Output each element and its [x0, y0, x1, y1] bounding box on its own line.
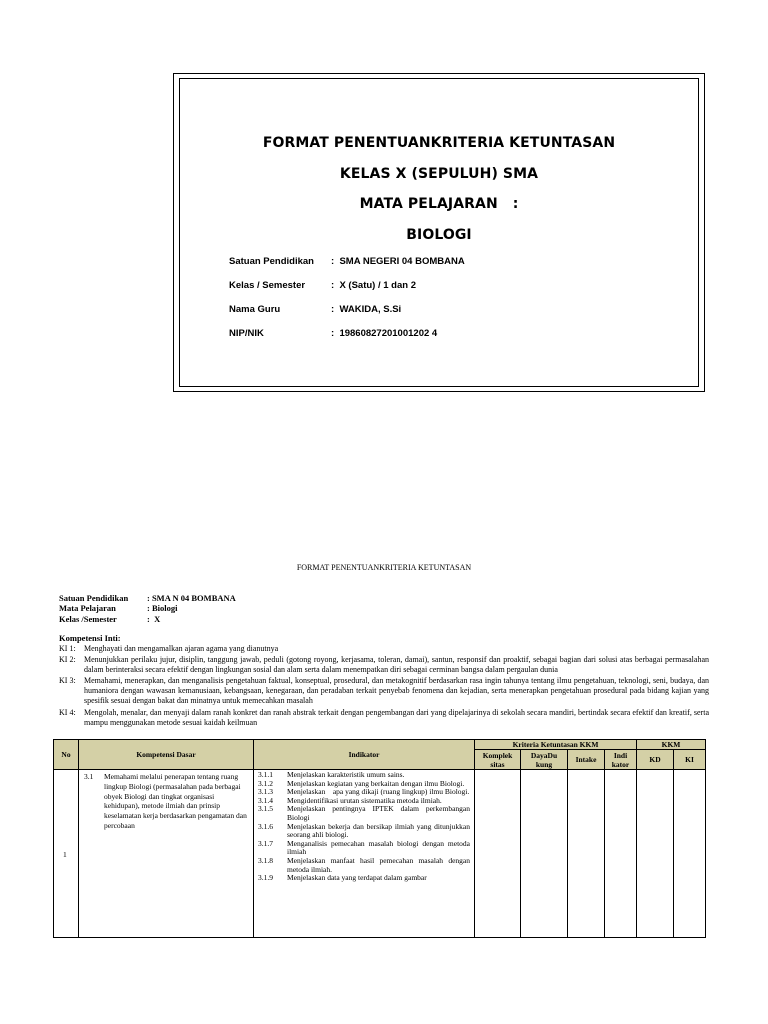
header-ki: KI [673, 749, 706, 770]
cover-label: NIP/NIK [229, 328, 264, 339]
ki-text: Memahami, menerapkan, dan menganalisis pengetahuan faktual, konseptual, prosedural, dan metakognitif berdasarkan rasa ingin tahunya tentang ilmu pengetahuan, teknologi, seni, budaya, dan humaniora dengan wawasan kemanusiaan, kebangsaan, kenegaraan, dan peradaban terkait penyebab fenomena dan kejadian, serta menerapkan pengetahuan prosedural pada bidang kajian yang spesifik sesuai dengan bakat dan minatnya untuk memecahkan masalah [84, 676, 709, 705]
indicator-number: 3.1.6 [258, 821, 273, 831]
cover-label: Satuan Pendidikan [229, 256, 314, 267]
table-cell-indikator-kkm [604, 769, 637, 938]
indicator-item [258, 857, 470, 874]
cover-label: Kelas / Semester [229, 280, 306, 291]
table-cell-ki-kkm [673, 769, 706, 938]
table-cell-indikator [253, 769, 475, 938]
table-cell-intake [567, 769, 605, 938]
kd-text: Memahami melalui penerapan tentang ruang lingkup Biologi (permasalahan pada berbagai obyek Biologi dan tingkat organisasi kehidupan), metode ilmiah dan prinsip keselamatan kerja berdasarkan pengamatan dan percobaan [104, 772, 247, 830]
cover-title-line1: FORMAT PENENTUANKRITERIA KETUNTASAN [262, 135, 616, 151]
indicator-number: 3.1.3 [258, 787, 273, 797]
cover-title-line3: MATA PELAJARAN : [359, 196, 519, 212]
header-indikator-short: Indi kator [604, 749, 637, 770]
indicator-number: 3.1.1 [258, 770, 273, 779]
ki-number: KI 1: [59, 644, 76, 653]
header-kkm: KKM [636, 739, 706, 750]
header-kd: KD [636, 749, 674, 770]
ki-text: Mengolah, menalar, dan menyaji dalam ranah konkret dan ranah abstrak terkait dengan pengembangan dari yang dipelajarinya di sekolah secara mandiri, bertindak secara efektif dan kreatif, serta mampu menggunakan metode sesuai kaidah keilmuan [84, 708, 709, 727]
indicator-item [258, 823, 470, 840]
indicator-number: 3.1.7 [258, 838, 273, 848]
header-kompetensi-dasar: Kompetensi Dasar [78, 739, 254, 770]
cover-value: : WAKIDA, S.Si [331, 304, 402, 315]
ki-heading: Kompetensi Inti: [59, 633, 121, 643]
indicator-number: 3.1.9 [258, 873, 273, 883]
cover-value: : X (Satu) / 1 dan 2 [331, 280, 416, 291]
indicator-text: Menjelaskan kegiatan yang berkaitan dengan ilmu Biologi. [287, 778, 465, 788]
indicator-number: 3.1.4 [258, 795, 273, 805]
cover-label: Nama Guru [229, 304, 281, 315]
doc-title [0, 563, 768, 572]
info-value: : X [147, 614, 161, 624]
ki-item [59, 644, 709, 654]
header-indikator: Indikator [253, 739, 475, 770]
ki-number: KI 3: [59, 676, 76, 685]
row-number: 1 [63, 850, 67, 859]
header-kriteria-ketuntasan: Kriteria Ketuntasan KKM [474, 739, 637, 750]
header-intake: Intake [567, 749, 605, 770]
table-cell-kd [78, 769, 254, 938]
cover-value: : SMA NEGERI 04 BOMBANA [331, 256, 465, 267]
indicator-list [258, 771, 470, 883]
indicator-number: 3.1.8 [258, 855, 273, 865]
header-no: No [53, 739, 79, 770]
info-label: Kelas /Semester [59, 614, 117, 624]
info-label: Mata Pelajaran [59, 603, 116, 613]
indicator-item [258, 874, 470, 883]
indicator-text: Menjelaskan bekerja dan bersikap ilmiah yang ditunjukkan seorang ahli biologi. [287, 821, 470, 840]
header-daya-dukung: DayaDu kung [520, 749, 568, 770]
ki-item [59, 655, 709, 675]
table-row-no [53, 769, 79, 938]
doc-title-text: FORMAT PENENTUANKRITERIA KETUNTASAN [296, 563, 472, 572]
ki-item [59, 676, 709, 706]
ki-item [59, 708, 709, 728]
header-kompleksitas: Komplek sitas [474, 749, 521, 770]
ki-text: Menunjukkan perilaku jujur, disiplin, tanggung jawab, peduli (gotong royong, kerjasama, toleran, damai), santun, responsif dan proaktif, sebagai bagian dari solusi atas berbagai permasalahan dalam berinteraksi secara efektif dengan lingkungan sosial dan alam serta dalam menempatkan diri sebagai cerminan bangsa dalam pergaulan dunia [84, 655, 709, 674]
kkm-table [53, 739, 706, 938]
indicator-item [258, 840, 470, 857]
ki-text: Menghayati dan mengamalkan ajaran agama yang dianutnya [84, 644, 279, 653]
indicator-text: Menjelaskan karakteristik umum sains. [287, 770, 405, 779]
cover-title-line4: BIOLOGI [406, 227, 472, 243]
info-value: : Biologi [147, 603, 178, 613]
cover-value: : 19860827201001202 4 [331, 328, 438, 339]
table-cell-kd-kkm [636, 769, 674, 938]
indicator-text: Menjelaskan manfaat hasil pemecahan masalah dengan metoda ilmiah. [287, 855, 470, 874]
indicator-text: Menganalisis pemecahan masalah biologi dengan metoda ilmiah [287, 838, 470, 857]
table-cell-daya-dukung [520, 769, 568, 938]
indicator-number: 3.1.2 [258, 778, 273, 788]
cover-title-line2: KELAS X (SEPULUH) SMA [339, 166, 539, 182]
kd-number: 3.1 [84, 772, 94, 781]
indicator-number: 3.1.5 [258, 804, 273, 814]
ki-number: KI 2: [59, 655, 76, 664]
indicator-text: Menjelaskan data yang terdapat dalam gambar [287, 873, 427, 883]
ki-number: KI 4: [59, 708, 76, 717]
indicator-text: Menjelaskan pentingnya IPTEK dalam perkembangan Biologi [287, 804, 470, 822]
table-cell-kompleksitas [474, 769, 521, 938]
indicator-text: Menjelaskan apa yang dikaji (ruang lingkup) ilmu Biologi. [287, 787, 470, 797]
info-value: : SMA N 04 BOMBANA [147, 593, 236, 603]
indicator-text: Mengidentifikasi urutan sistematika metoda ilmiah. [287, 795, 442, 805]
info-label: Satuan Pendidikan [59, 593, 129, 603]
indicator-item [258, 805, 470, 822]
